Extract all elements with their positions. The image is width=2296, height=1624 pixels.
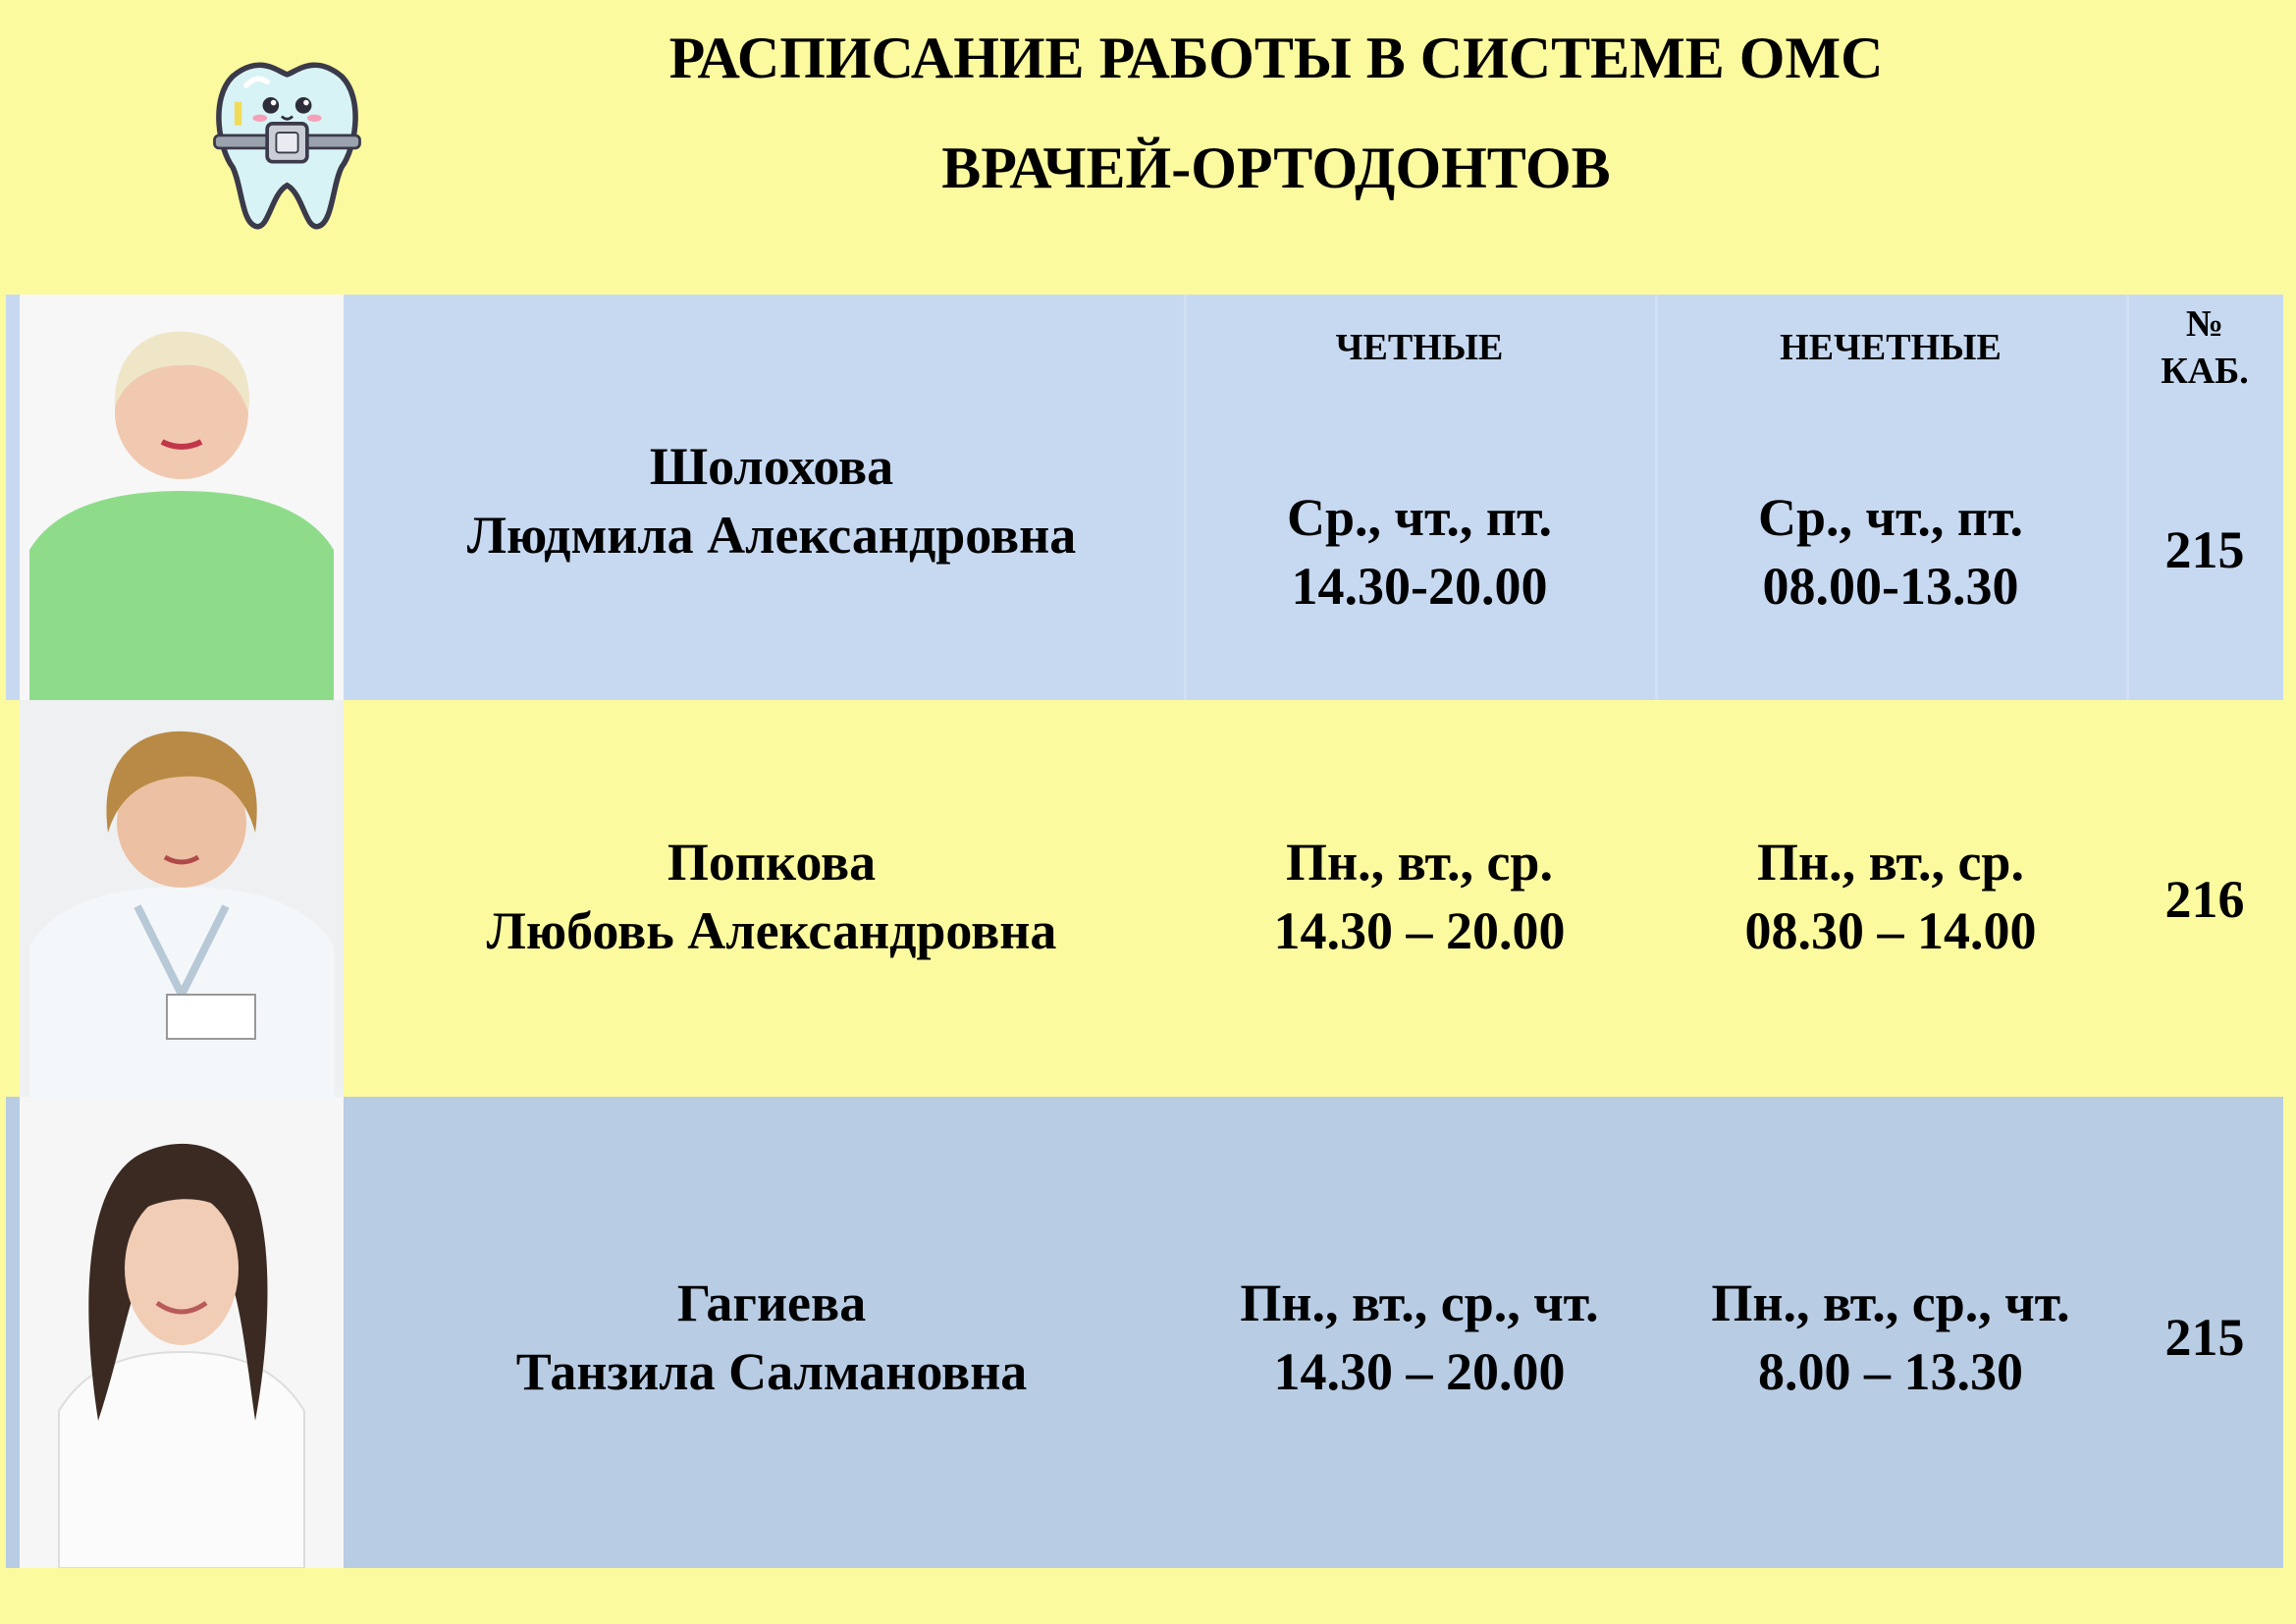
- doctor-surname: Попкова: [667, 833, 877, 892]
- page-title-line2: ВРАЧЕЙ-ОРТОДОНТОВ: [941, 135, 1611, 200]
- header-even: ЧЕТНЫЕ: [1335, 327, 1504, 368]
- odd-schedule: [1655, 828, 2126, 965]
- room-number: 215: [2164, 520, 2245, 579]
- odd-schedule: [1655, 1269, 2126, 1406]
- doctor-row-2: [6, 700, 2283, 1097]
- doctor-given-names: Танзила Салмановна: [515, 1342, 1028, 1401]
- odd-hours: 08.30 – 14.00: [1744, 901, 2037, 960]
- even-schedule: [1184, 1269, 1655, 1406]
- even-days: Пн., вт., ср.: [1286, 833, 1553, 892]
- room-number: 215: [2164, 1308, 2245, 1367]
- doctor-name: [359, 1269, 1184, 1406]
- doctor-row-1: [6, 295, 2283, 700]
- doctor-surname: Гагиева: [676, 1273, 867, 1332]
- doctor-name: [359, 828, 1184, 965]
- header-room-number-sign: №: [2185, 303, 2224, 345]
- doctor-photo-2: [20, 700, 344, 1097]
- doctor-row-3: [6, 1097, 2283, 1568]
- doctor-photo-3: [20, 1097, 344, 1568]
- header-room: [2126, 300, 2283, 395]
- odd-hours: 08.00-13.30: [1762, 557, 2019, 616]
- odd-schedule: [1655, 483, 2126, 621]
- even-days: Пн., вт., ср., чт.: [1240, 1273, 1599, 1332]
- doctor-name: [359, 432, 1184, 569]
- doctor-surname: Шолохова: [649, 437, 894, 496]
- even-days: Ср., чт., пт.: [1286, 488, 1553, 547]
- odd-days: Ср., чт., пт.: [1757, 488, 2024, 547]
- even-hours: 14.30 – 20.00: [1273, 901, 1566, 960]
- doctor-given-names: Любовь Александровна: [486, 901, 1057, 960]
- even-schedule: [1184, 828, 1655, 965]
- odd-days: Пн., вт., ср., чт.: [1711, 1273, 2070, 1332]
- doctor-given-names: Людмила Александровна: [466, 506, 1077, 565]
- header-room-label: КАБ.: [2161, 351, 2249, 392]
- doctor-photo-1: [20, 295, 344, 700]
- header-odd: НЕЧЕТНЫЕ: [1780, 327, 2002, 368]
- odd-hours: 8.00 – 13.30: [1758, 1342, 2023, 1401]
- room-number: 216: [2164, 870, 2245, 929]
- even-hours: 14.30 – 20.00: [1273, 1342, 1566, 1401]
- even-schedule: [1184, 483, 1655, 621]
- odd-days: Пн., вт., ср.: [1757, 833, 2024, 892]
- even-hours: 14.30-20.00: [1291, 557, 1548, 616]
- page-title-line1: РАСПИСАНИЕ РАБОТЫ В СИСТЕМЕ ОМС: [668, 26, 1884, 90]
